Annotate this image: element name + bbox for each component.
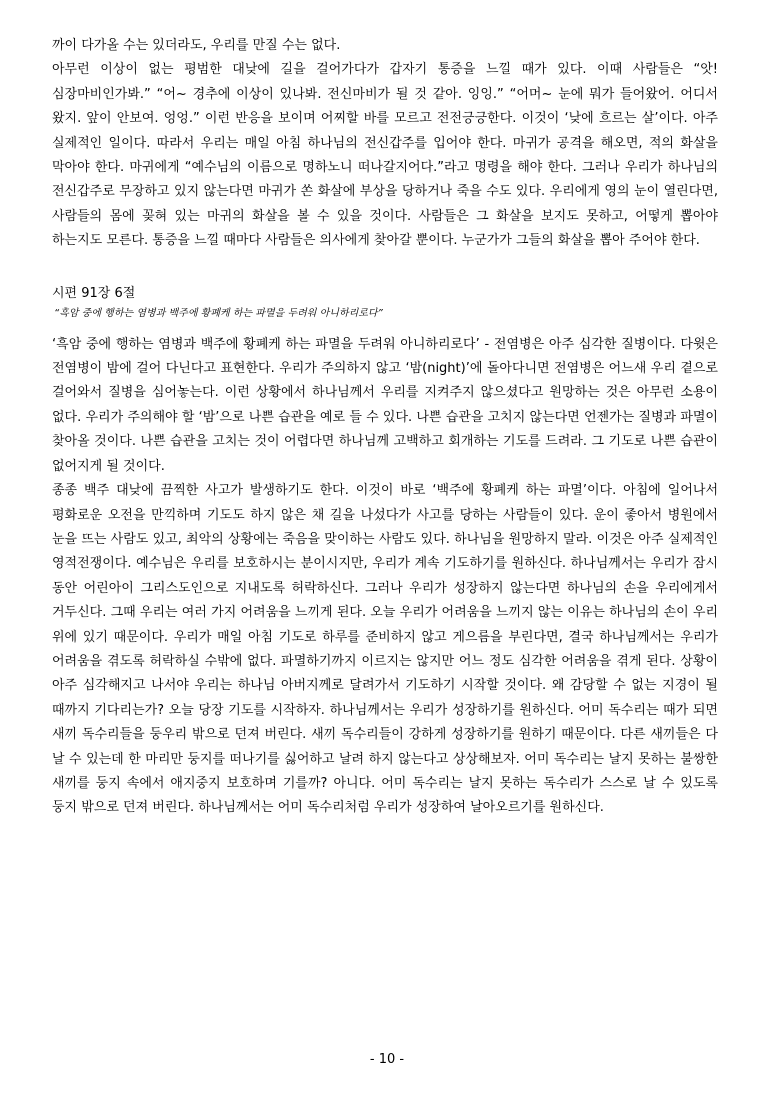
page-number: - 10 - bbox=[369, 1052, 405, 1067]
paragraph-arrow-by-day: 아무런 이상이 없는 평범한 대낮에 길을 걸어가다가 갑자기 통증을 느낄 때가 있다. 이때 사람들은 “앗! 심장마비인가봐.” “어~ 경추에 이상이 있나봐. 전신마비가 될 것 같아. 잉잉.” “어머~ 눈에 뭐가 들어왔어. 어디서 왔지. 앞이 안보여. 엉엉.” 이런 반응을 보이며 어찌할 바를 모르고 전전긍긍한다. 이것이 ‘낮에 흐르는 살’이다. 아주 실제적인 일이다. 따라서 우리는 매일 아침 하나님의 전신갑주를 입어야 한다. 마귀가 공격을 해오면, 적의 화살을 막아야 한다. 마귀에게 “예수님의 이름으로 명하노니 떠나갈지어다.”라고 명령을 해야 한다. 그러나 우리가 하나님의 전신갑주로 무장하고 있지 않는다면 마귀가 쏜 화살에 부상을 당하거나 죽을 수도 있다. 우리에게 영의 눈이 열린다면, 사람들의 몸에 꽂혀 있는 마귀의 화살을 볼 수 있을 것이다. 사람들은 그 화살을 보지도 못하고, 어떻게 뽑아야 하는지도 모른다. 통증을 느낄 때마다 사람들은 의사에게 찾아갈 뿐이다. 누군가가 그들의 화살을 뽑아 주어야 한다. bbox=[52, 62, 718, 249]
paragraph-destruction-at-noon: 종종 백주 대낮에 끔찍한 사고가 발생하기도 한다. 이것이 바로 ‘백주에 황폐케 하는 파멸’이다. 아침에 일어나서 평화로운 오전을 만끽하며 기도도 하지 않은 채 길을 나섰다가 사고를 당하는 사람들이 있다. 운이 좋아서 병원에서 눈을 뜨는 사람도 있고, 최악의 상황에는 죽음을 맞이하는 사람도 있다. 하나님을 원망하지 말라. 이것은 아주 실제적인 영적전쟁이다. 예수님은 우리를 보호하시는 분이시지만, 우리가 계속 기도하기를 원하신다. 하나님께서는 우리가 잠시 동안 어린아이 그리스도인으로 지내도록 허락하신다. 그러나 우리가 성장하지 않는다면 하나님의 손을 우리에게서 거두신다. 그때 우리는 여러 가지 어려움을 느끼게 된다. 오늘 우리가 어려움을 느끼지 않는 이유는 하나님의 손이 우리 위에 있기 때문이다. 우리가 매일 아침 기도로 하루를 준비하지 않고 게으름을 부린다면, 결국 하나님께서는 우리가 어려움을 겪도록 허락하실 수밖에 없다. 파멸하기까지 이르지는 않지만 어느 정도 심각한 어려움을 겪게 된다. 상황이 아주 심각해지고 나서야 우리는 하나님 아버지께로 달려가서 기도하기 시작할 것이다. 왜 감당할 수 없는 지경이 될 때까지 기다리는가? 오늘 당장 기도를 시작하자. 하나님께서는 우리가 성장하기를 원하신다. 어미 독수리는 때가 되면 새끼 독수리들을 둥우리 밖으로 던져 버린다. 새끼 독수리들이 강하게 성장하기를 원하기 때문이다. 다른 새끼들은 다 날 수 있는데 한 마리만 둥지를 떠나기를 싫어하고 날려 하지 않는다고 상상해보자. 어미 독수리는 날지 못하는 불쌍한 새끼를 둥지 속에서 애지중지 보호하며 기를까? 아니다. 어미 독수리는 날지 못하는 독수리가 스스로 날 수 있도록 둥지 밖으로 던져 버린다. 하나님께서는 어미 독수리처럼 우리가 성장하여 날아오르기를 원하신다. bbox=[52, 483, 718, 816]
paragraph-pestilence: ‘흑암 중에 행하는 염병과 백주에 황폐케 하는 파멸을 두려워 아니하리로다’ - 전염병은 아주 심각한 질병이다. 다윗은 전염병이 밤에 걸어 다닌다고 표현한다. 우리가 주의하지 않고 ‘밤(night)’에 돌아다니면 전염병은 어느새 우리 곁으로 걸어와서 질병을 심어놓는다. 이런 상황에서 하나님께서 우리를 지켜주지 않으셨다고 원망하는 것은 아무런 소용이 없다. 우리가 주의해야 할 ‘밤’으로 나쁜 습관을 예로 들 수 있다. 나쁜 습관을 고치지 않는다면 언젠가는 질병과 파멸이 찾아올 것이다. 나쁜 습관을 고치는 것이 어렵다면 하나님께 고백하고 회개하는 기도를 드려라. 그 기도로 나쁜 습관이 없어지게 될 것이다. bbox=[52, 336, 718, 474]
paragraph-continuation: 까이 다가올 수는 있더라도, 우리를 만질 수는 없다. bbox=[52, 38, 341, 53]
scripture-epigraph: “흑암 중에 행하는 염병과 백주에 황폐케 하는 파멸을 두려워 아니하리로다” bbox=[54, 307, 383, 319]
section-heading: 시편 91장 6절 bbox=[52, 285, 136, 301]
document-page bbox=[52, 34, 718, 821]
